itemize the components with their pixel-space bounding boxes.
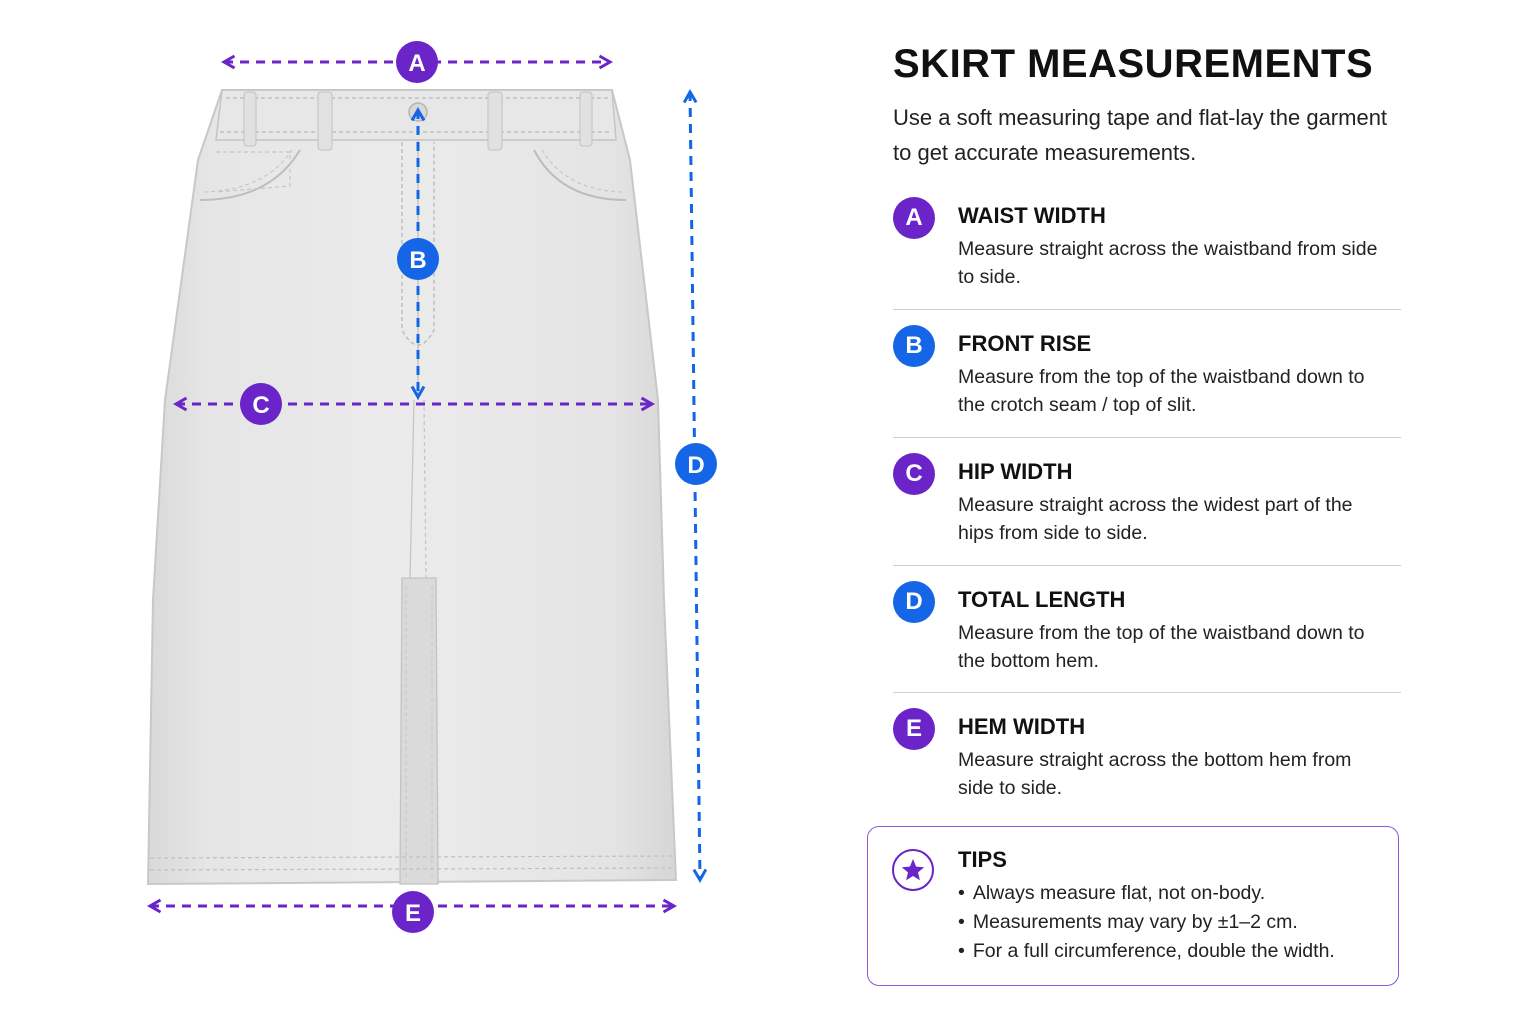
tips-box <box>867 826 1399 986</box>
badge-c: C <box>893 453 935 495</box>
marker-e <box>392 891 434 933</box>
svg-text:D: D <box>687 452 705 479</box>
svg-text:B: B <box>409 247 427 274</box>
total-length-line <box>690 92 700 880</box>
badge-a: A <box>893 197 935 239</box>
measurement-title: WAIST WIDTH <box>958 203 1106 228</box>
page-title: SKIRT MEASUREMENTS <box>893 42 1374 86</box>
marker-b <box>397 238 439 280</box>
measurement-guide-panel <box>893 0 1413 1024</box>
divider <box>893 692 1401 693</box>
measurement-description: Measure from the top of the waistband down to the bottom hem. <box>958 622 1365 672</box>
divider <box>893 309 1401 310</box>
page-subtitle: Use a soft measuring tape and flat-lay the garment to get accurate measurements. <box>893 105 1388 165</box>
skirt-illustration <box>148 90 676 884</box>
tips-title: TIPS <box>958 847 1007 872</box>
measurement-title: HEM WIDTH <box>958 714 1086 739</box>
divider <box>893 437 1401 438</box>
svg-text:A: A <box>408 50 426 77</box>
svg-text:E: E <box>404 900 422 927</box>
badge-e: E <box>893 708 935 750</box>
tips-list <box>958 879 1335 966</box>
marker-c <box>240 383 282 425</box>
measurement-description: Measure straight across the waistband from side to side. <box>958 238 1378 288</box>
badge-b: B <box>893 325 935 367</box>
badge-d: D <box>893 581 935 623</box>
marker-a <box>396 41 438 83</box>
measurement-description: Measure straight across the widest part of the hips from side to side. <box>958 494 1353 544</box>
measurement-title: TOTAL LENGTH <box>958 587 1126 612</box>
tip-item: • Measurements may vary by ±1–2 cm. <box>958 908 1335 937</box>
tip-item: • For a full circumference, double the width. <box>958 937 1335 966</box>
marker-d <box>675 443 717 485</box>
tip-item: • Always measure flat, not on-body. <box>958 879 1335 908</box>
svg-text:C: C <box>252 392 270 419</box>
divider <box>893 565 1401 566</box>
measurement-title: FRONT RISE <box>958 331 1092 356</box>
star-icon <box>891 848 935 892</box>
measurement-description: Measure straight across the bottom hem from side to side. <box>958 749 1352 799</box>
measurement-title: HIP WIDTH <box>958 459 1073 484</box>
measurement-description: Measure from the top of the waistband down to the crotch seam / top of slit. <box>958 366 1365 416</box>
